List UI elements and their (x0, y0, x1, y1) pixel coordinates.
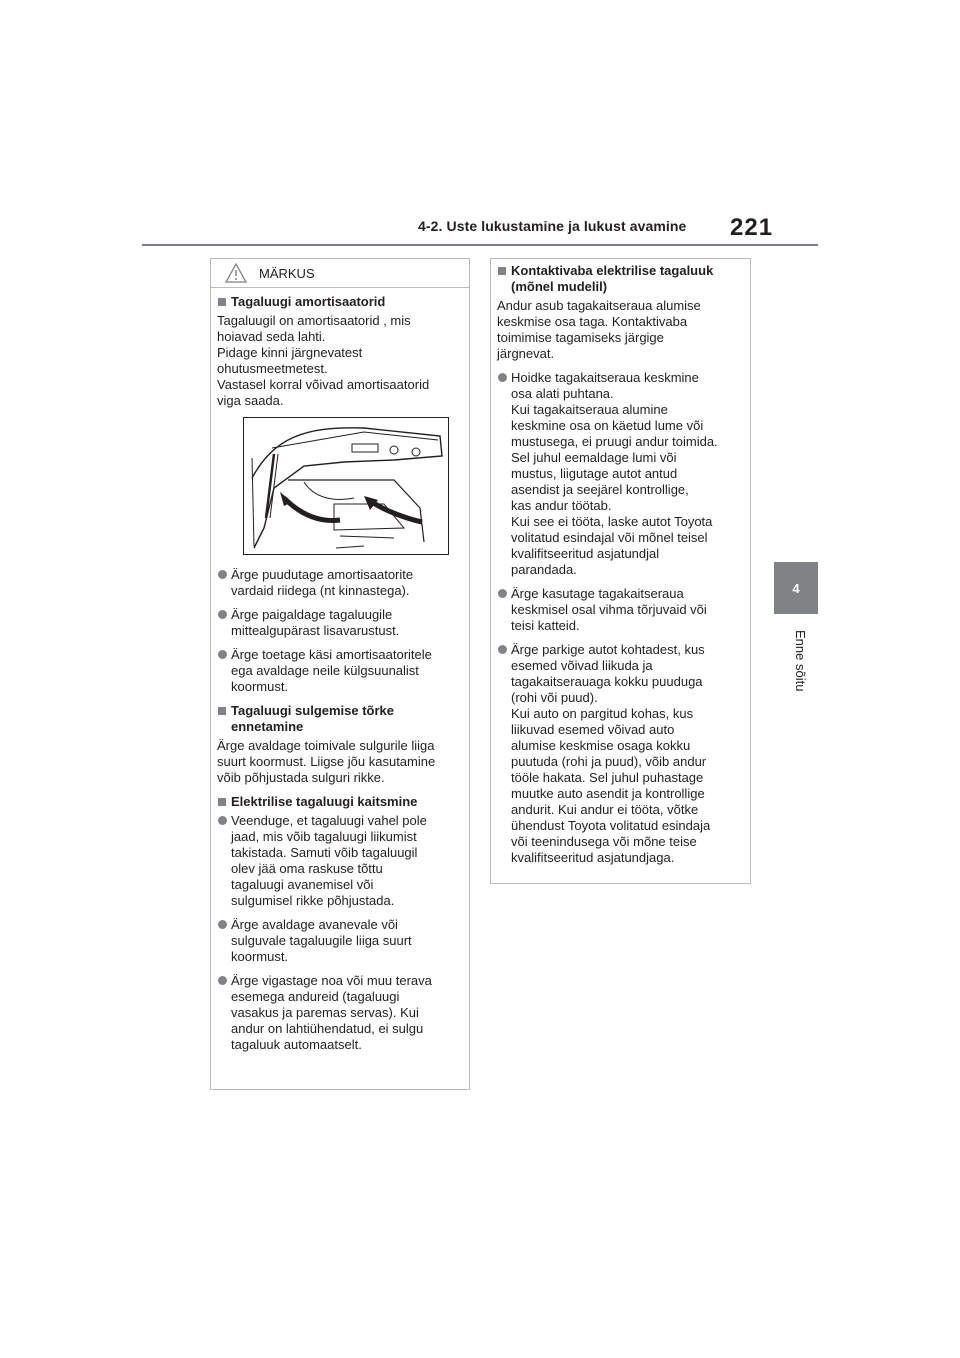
section-title: 4-2. Uste lukustamine ja lukust avamine (418, 218, 687, 234)
section-heading-text: Kontaktivaba elektrilise tagaluuk (mõnel mudelil) (511, 263, 714, 294)
section-text: Ärge avaldage toimivale sulgurile liiga suurt koormust. Liigse jõu kasutamine võib põhjustada sulguri rikke. (217, 738, 436, 785)
list-item (497, 642, 744, 866)
circle-bullet-icon (218, 570, 227, 579)
notice-label: MÄRKUS (259, 265, 315, 281)
bullet-text: Ärge kasutage tagakaitseraua keskmisel osal vihma tõrjuvaid või teisi katteid. (511, 586, 707, 633)
section-heading-text: Elektrilise tagaluugi kaitsmine (231, 794, 418, 809)
section-heading-text: Tagaluugi amortisaatorid (231, 294, 386, 309)
notice-content (211, 288, 469, 1053)
circle-bullet-icon (498, 589, 507, 598)
bullet-text: Hoidke tagakaitseraua keskmine osa alati puhtana. Kui tagakaitseraua alumine keskmine osa on käetud lume või mustusega, ei pruugi andur toimida. Sel juhul eemaldage lumi või mustus, liigutage autot antud asendist ja seejärel kontrollige, kas andur töötab. Kui see ei tööta, laske autot Toyota volitatud esindajal või mõnel teisel kvalifitseeritud asjatundjal parandada. (511, 370, 718, 577)
circle-bullet-icon (218, 610, 227, 619)
bullet-text: Veenduge, et tagaluugi vahel pole jaad, mis võib tagaluugi liikumist takistada. Samuti võib tagaluugil olev jää oma raskuse tõttu tagaluugi avanemisel või sulgumisel rikke põhjustada. (231, 813, 427, 908)
section-heading (497, 263, 744, 295)
list-item (497, 370, 744, 578)
circle-bullet-icon (218, 920, 227, 929)
bullet-text: Ärge paigaldage tagaluugile mittealgupärast lisavarustust. (231, 607, 400, 638)
bullet-text: Ärge avaldage avanevale või sulguvale tagaluugile liiga suurt koormust. (231, 917, 412, 964)
list-item (217, 917, 463, 965)
chapter-number: 4 (792, 580, 800, 596)
list-item (217, 607, 463, 639)
square-marker-icon (218, 298, 226, 306)
tailgate-drawing (244, 418, 448, 554)
square-marker-icon (218, 707, 226, 715)
circle-bullet-icon (218, 650, 227, 659)
list-item (217, 813, 463, 909)
header-rule (142, 244, 818, 246)
list-item (217, 567, 463, 599)
section-heading (217, 294, 463, 310)
bullet-text: Ärge vigastage noa või muu terava esemega andureid (tagaluugi vasakus ja paremas servas). Kui andur on lahtiühendatud, ei sulgu tagaluuk automaatselt. (231, 973, 432, 1052)
info-content (491, 259, 750, 866)
section-intro: Andur asub tagakaitseraua alumise keskmise osa taga. Kontaktivaba toimimise tagamiseks järgige järgnevat. (497, 298, 701, 361)
list-item (497, 586, 744, 634)
tailgate-illustration (243, 417, 449, 555)
warning-triangle-icon (225, 263, 247, 283)
list-item (217, 973, 463, 1053)
circle-bullet-icon (218, 816, 227, 825)
section-heading (217, 703, 463, 735)
list-item (217, 647, 463, 695)
circle-bullet-icon (498, 645, 507, 654)
square-marker-icon (498, 267, 506, 275)
page-number: 221 (730, 214, 774, 241)
circle-bullet-icon (498, 373, 507, 382)
chapter-label: Enne sõitu (793, 630, 808, 692)
section-heading (217, 794, 463, 810)
section-heading-text: Tagaluugi sulgemise tõrke ennetamine (231, 703, 395, 734)
info-box (490, 258, 751, 884)
bullet-text: Ärge parkige autot kohtadest, kus esemed võivad liikuda ja tagakaitserauaga kokku puuduga (rohi või puud). Kui auto on pargitud kohas, kus liikuvad esemed võivad auto alumise keskmise osaga kokku puutuda (rohi ja puud), võib andur tööle hakata. Sel juhul puhastage muutke auto asendit ja kontrollige andurit. Kui andur ei tööta, võtke ühendust Toyota volitatud esindaja või teenindusega või mõne teise kvalifitseeritud asjatundjaga. (511, 642, 711, 865)
notice-box (210, 258, 470, 1090)
chapter-tab (774, 562, 818, 614)
square-marker-icon (218, 798, 226, 806)
circle-bullet-icon (218, 976, 227, 985)
bullet-text: Ärge puudutage amortisaatorite vardaid riidega (nt kinnastega). (231, 567, 414, 598)
section-intro: Tagaluugil on amortisaatorid , mis hoiavad seda lahti. Pidage kinni järgnevatest ohutusmeetmetest. Vastasel korral võivad amortisaatorid viga saada. (217, 313, 430, 408)
bullet-text: Ärge toetage käsi amortisaatoritele ega avaldage neile külgsuunalist koormust. (231, 647, 432, 694)
notice-header (211, 259, 469, 288)
